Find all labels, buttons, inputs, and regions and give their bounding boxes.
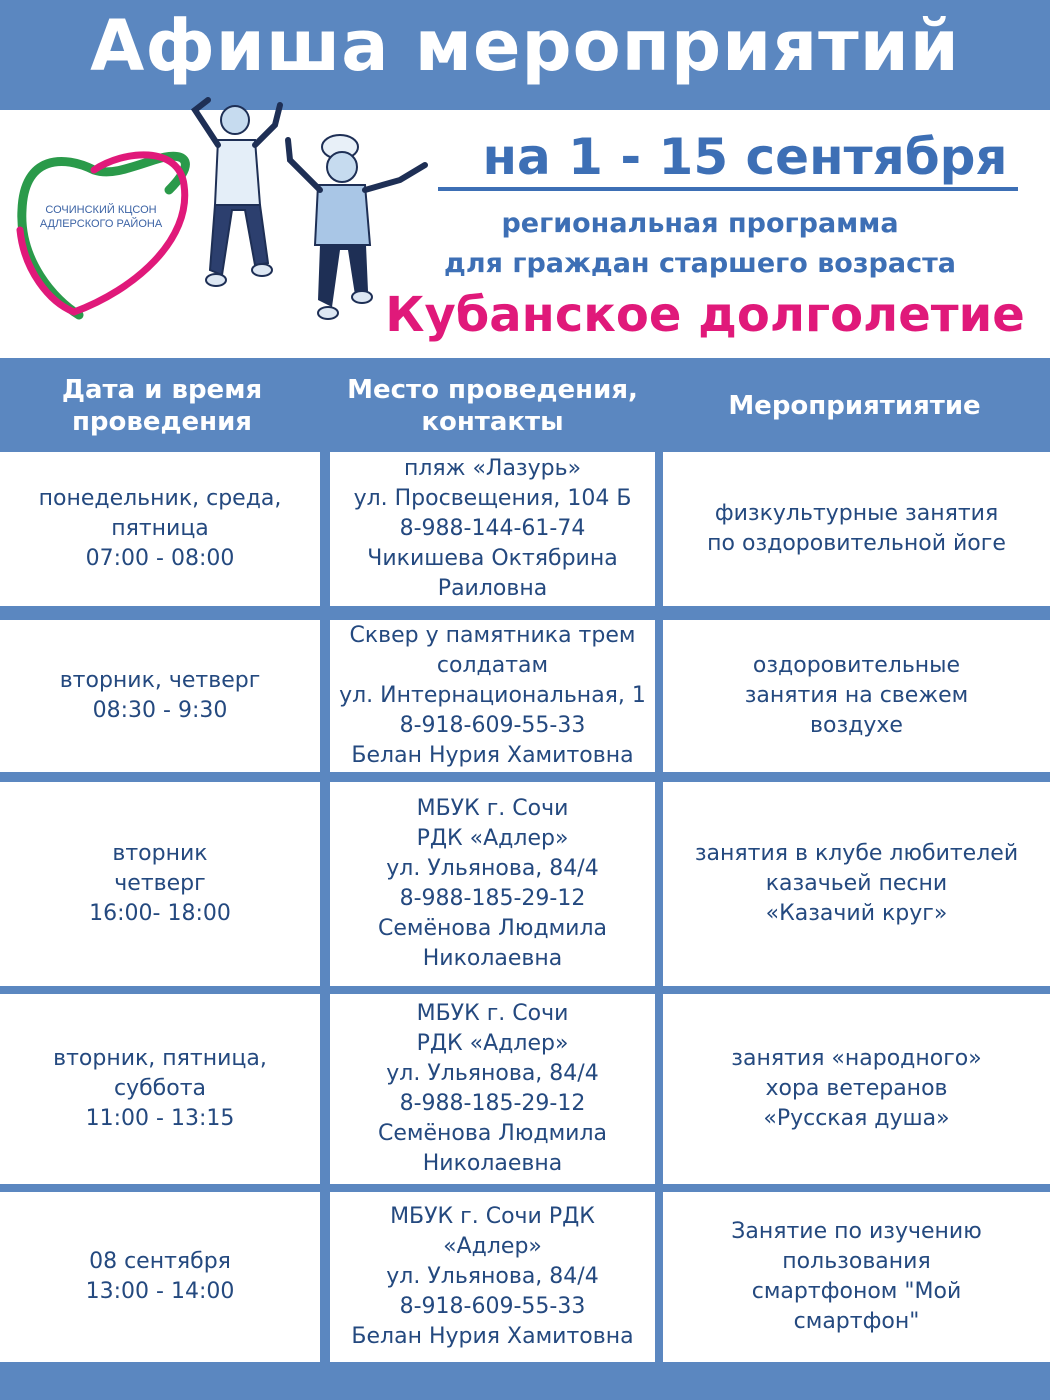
cell-when — [0, 994, 320, 1184]
cell-line: 13:00 - 14:00 — [85, 1279, 235, 1304]
cell-line: Сквер у памятника трем — [349, 623, 636, 648]
cell-line: РДК «Адлер» — [416, 826, 569, 851]
program-name: Кубанское долголетие — [385, 287, 1025, 343]
cell-line: «Адлер» — [443, 1234, 542, 1259]
cell-line: Семёнова Людмила — [377, 916, 608, 941]
cell-line: солдатам — [436, 653, 549, 678]
page-title: Афиша мероприятий — [90, 5, 960, 87]
cell-line: понедельник, среда, — [38, 486, 282, 511]
cell-where — [330, 782, 655, 986]
logo-line-1: СОЧИНСКИЙ КЦСОН — [45, 204, 157, 216]
cell-line: Занятие по изучению — [731, 1219, 982, 1244]
cell-where — [330, 1192, 655, 1362]
cell-line: смартфоном "Мой — [751, 1279, 962, 1304]
cell-line: ул. Ульянова, 84/4 — [386, 856, 599, 881]
cell-line: суббота — [113, 1076, 206, 1101]
cell-what — [663, 994, 1050, 1184]
header-line: Место проведения, — [347, 375, 638, 405]
cell-line: 08:30 - 9:30 — [92, 698, 228, 723]
cell-line: ул. Ульянова, 84/4 — [386, 1264, 599, 1289]
logo-line-2: АДЛЕРСКОГО РАЙОНА — [39, 218, 163, 230]
cell-line: 08 сентября — [89, 1249, 231, 1274]
cell-line: Николаевна — [422, 1151, 563, 1176]
cell-line: четверг — [114, 871, 206, 896]
cell-line: «Казачий круг» — [765, 901, 948, 926]
cell-when — [0, 782, 320, 986]
cell-line: 8-988-185-29-12 — [399, 886, 586, 911]
cell-line: «Русская душа» — [763, 1106, 950, 1131]
cell-line: Белан Нурия Хамитовна — [351, 743, 634, 768]
cell-line: пользования — [782, 1249, 931, 1274]
cell-line: 8-988-185-29-12 — [399, 1091, 586, 1116]
cell-when — [0, 1192, 320, 1362]
cell-line: Николаевна — [422, 946, 563, 971]
cell-what — [663, 452, 1050, 606]
cell-line: Семёнова Людмила — [377, 1121, 608, 1146]
cell-where — [330, 452, 655, 606]
cell-line: вторник, пятница, — [53, 1046, 267, 1071]
subtitle-line-1: региональная программа — [501, 208, 899, 239]
cell-line: Раиловна — [437, 576, 548, 601]
cell-when — [0, 452, 320, 606]
cell-line: занятия «народного» — [731, 1046, 982, 1071]
cell-what — [663, 782, 1050, 986]
cell-line: физкультурные занятия — [714, 501, 999, 526]
cell-line: РДК «Адлер» — [416, 1031, 569, 1056]
date-underline — [438, 187, 1018, 191]
cell-line: занятия на свежем — [744, 683, 969, 708]
header-line: Дата и время — [61, 375, 263, 405]
cell-line: ул. Ульянова, 84/4 — [386, 1061, 599, 1086]
cell-where — [330, 620, 655, 772]
cell-line: МБУК г. Сочи — [416, 796, 569, 821]
cell-line: пляж «Лазурь» — [403, 456, 582, 481]
cell-where — [330, 994, 655, 1184]
man-figure — [195, 100, 280, 286]
header-line: проведения — [71, 407, 253, 437]
cell-line: 8-918-609-55-33 — [399, 1294, 586, 1319]
cell-line: 16:00- 18:00 — [89, 901, 231, 926]
subtitle-line-2: для граждан старшего возраста — [444, 248, 956, 279]
cell-when — [0, 620, 320, 772]
cell-line: оздоровительные — [752, 653, 961, 678]
cell-line: пятница — [111, 516, 209, 541]
date-range: на 1 - 15 сентября — [482, 128, 1008, 186]
cell-line: 07:00 - 08:00 — [85, 546, 235, 571]
cell-line: вторник, четверг — [59, 668, 261, 693]
cell-line: по оздоровительной йоге — [707, 531, 1006, 556]
cell-what — [663, 620, 1050, 772]
cell-line: Белан Нурия Хамитовна — [351, 1324, 634, 1349]
header-line: контакты — [421, 407, 564, 437]
cell-line: хора ветеранов — [765, 1076, 948, 1101]
cell-line: занятия в клубе любителей — [694, 841, 1019, 866]
cell-line: смартфон" — [793, 1309, 920, 1334]
cell-line: 8-988-144-61-74 — [399, 516, 586, 541]
column-header-where — [330, 362, 655, 450]
events-table — [0, 358, 1050, 1400]
cell-line: ул. Интернациональная, 1 — [339, 683, 646, 708]
cell-line: МБУК г. Сочи РДК — [390, 1204, 595, 1229]
logo-text — [24, 203, 178, 231]
header-line: Мероприятиятие — [728, 391, 981, 421]
cell-line: ул. Просвещения, 104 Б — [353, 486, 632, 511]
cell-line: воздухе — [810, 713, 903, 738]
cell-line: 8-918-609-55-33 — [399, 713, 586, 738]
top-banner — [0, 0, 1050, 110]
column-header-when — [4, 362, 320, 450]
cell-line: 11:00 - 13:15 — [85, 1106, 235, 1131]
cell-line: МБУК г. Сочи — [416, 1001, 569, 1026]
cell-line: Чикишева Октябрина — [367, 546, 618, 571]
column-header-what — [663, 362, 1046, 450]
cell-what — [663, 1192, 1050, 1362]
cell-line: казачьей песни — [765, 871, 948, 896]
cell-line: вторник — [112, 841, 208, 866]
